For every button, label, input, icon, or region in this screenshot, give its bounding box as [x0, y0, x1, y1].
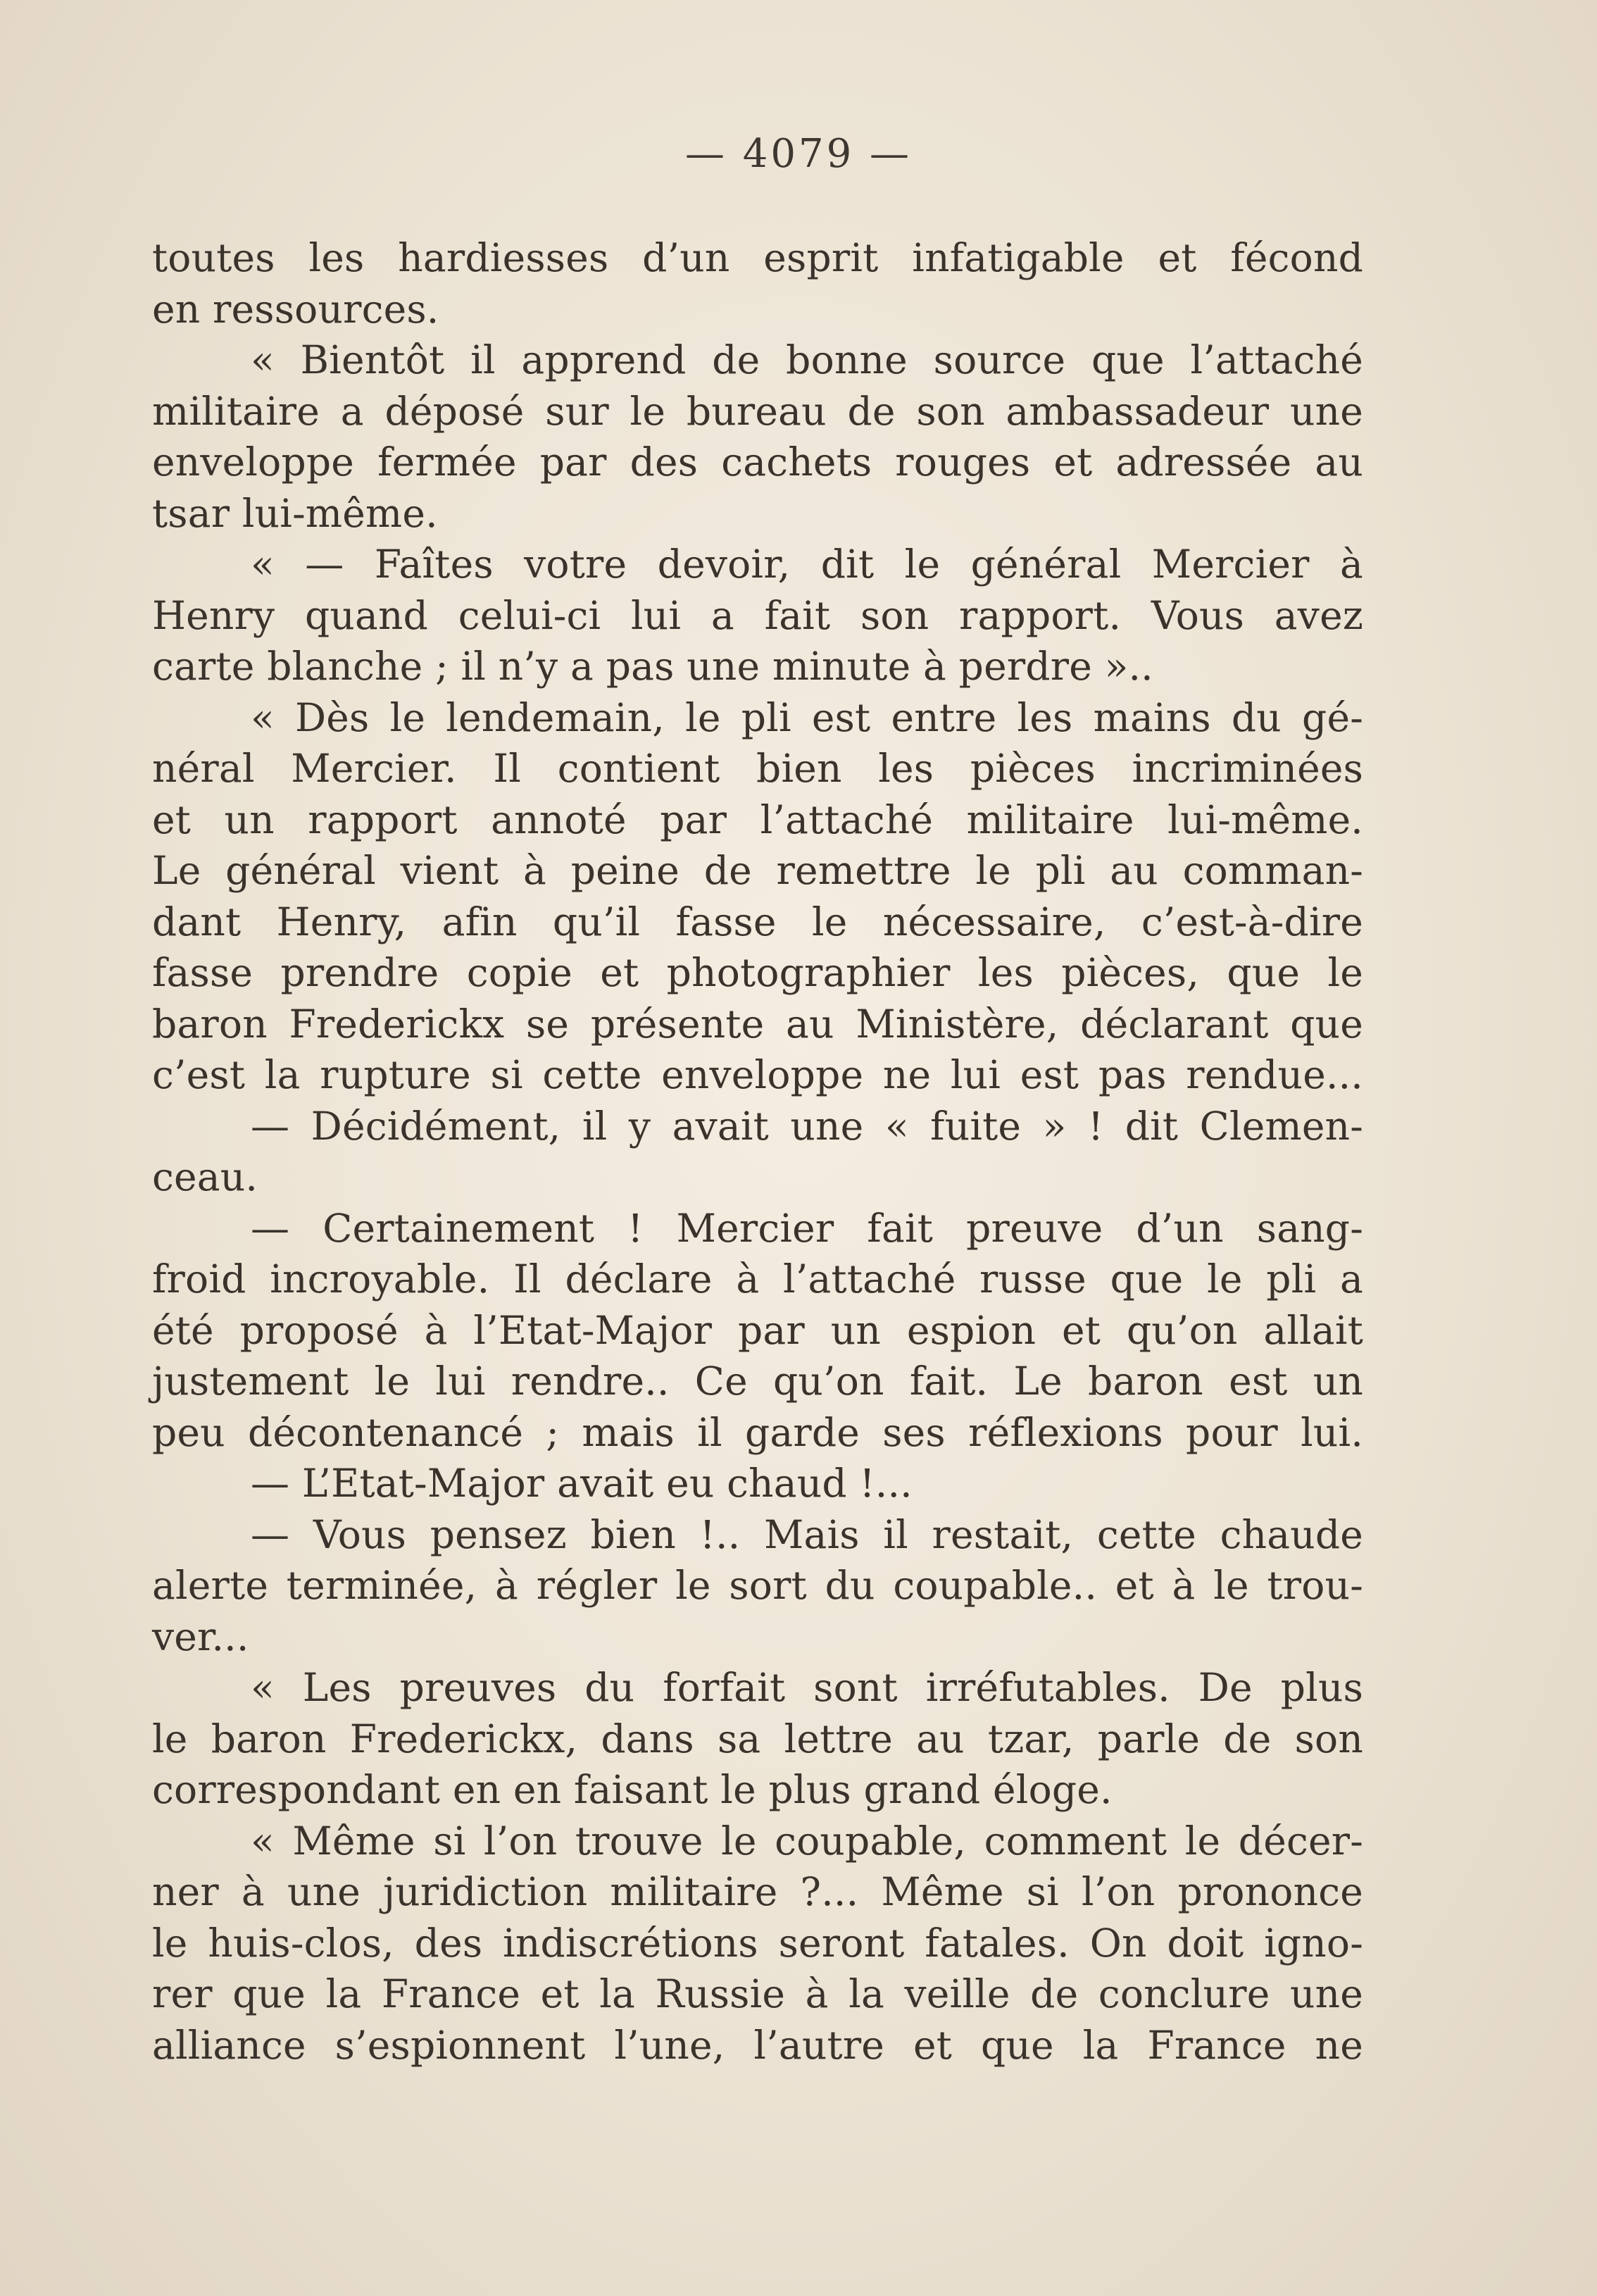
text-line: — L’Etat-Major avait eu chaud !... — [251, 1461, 913, 1506]
text-line: carte blanche ; il n’y a pas une minute à perdre ».. — [152, 644, 1153, 689]
text-line: Henry quand celui-ci lui a fait son rapport. Vous avez — [152, 592, 1363, 638]
text-line: c’est la rupture si cette enveloppe ne lui est pas rendue... — [152, 1052, 1363, 1097]
text-line: toutes les hardiesses d’un esprit infatigable et fécond — [152, 235, 1363, 280]
text-line: baron Frederickx se présente au Ministère, déclarant que — [152, 1001, 1363, 1047]
text-line: peu décontenancé ; mais il garde ses réflexions pour lui. — [152, 1409, 1363, 1455]
text-line: et un rapport annoté par l’attaché militaire lui-même. — [152, 797, 1363, 842]
text-line: néral Mercier. Il contient bien les pièces incriminées — [152, 746, 1363, 791]
body-text — [152, 232, 1363, 2071]
text-line: alerte terminée, à régler le sort du coupable.. et à le trou- — [152, 1563, 1363, 1608]
text-line: alliance s’espionnent l’une, l’autre et que la France ne — [152, 2022, 1363, 2068]
text-line: « Dès le lendemain, le pli est entre les mains du gé- — [251, 694, 1363, 740]
text-line: le huis-clos, des indiscrétions seront fatales. On doit igno- — [152, 1920, 1363, 1966]
text-line: dant Henry, afin qu’il fasse le nécessaire, c’est-à-dire — [152, 899, 1363, 944]
text-line: « Même si l’on trouve le coupable, comment le décer- — [251, 1818, 1363, 1864]
text-line: — Décidément, il y avait une « fuite » ! dit Clemen- — [251, 1103, 1363, 1149]
text-line: le baron Frederickx, dans sa lettre au tzar, parle de son — [152, 1716, 1363, 1761]
text-line: en ressources. — [152, 286, 439, 332]
text-line: tsar lui-même. — [152, 490, 438, 536]
text-line: enveloppe fermée par des cachets rouges et adressée au — [152, 439, 1363, 485]
text-line: fasse prendre copie et photographier les pièces, que le — [152, 950, 1363, 995]
text-line: — Vous pensez bien !.. Mais il restait, cette chaude — [251, 1511, 1363, 1557]
text-line: — Certainement ! Mercier fait preuve d’un sang- — [251, 1205, 1363, 1251]
text-line: « Bientôt il apprend de bonne source que l’attaché — [251, 337, 1363, 382]
text-line: « Les preuves du forfait sont irréfutables. De plus — [251, 1665, 1363, 1710]
text-line: ner à une juridiction militaire ?... Même si l’on prononce — [152, 1869, 1363, 1914]
text-line: correspondant en en faisant le plus grand éloge. — [152, 1767, 1113, 1812]
text-line: « — Faîtes votre devoir, dit le général Mercier à — [251, 542, 1363, 587]
text-line: ver... — [152, 1614, 249, 1659]
text-line: rer que la France et la Russie à la veille de conclure une — [152, 1971, 1363, 2016]
page-number: — 4079 — — [684, 131, 913, 177]
text-line: militaire a déposé sur le bureau de son ambassadeur une — [152, 388, 1363, 434]
text-line: Le général vient à peine de remettre le pli au comman- — [152, 848, 1363, 893]
text-line: ceau. — [152, 1154, 258, 1199]
text-line: été proposé à l’Etat-Major par un espion et qu’on allait — [152, 1307, 1363, 1353]
text-line: justement le lui rendre.. Ce qu’on fait. Le baron est un — [152, 1359, 1363, 1404]
text-line: froid incroyable. Il déclare à l’attaché russe que le pli a — [152, 1256, 1363, 1302]
